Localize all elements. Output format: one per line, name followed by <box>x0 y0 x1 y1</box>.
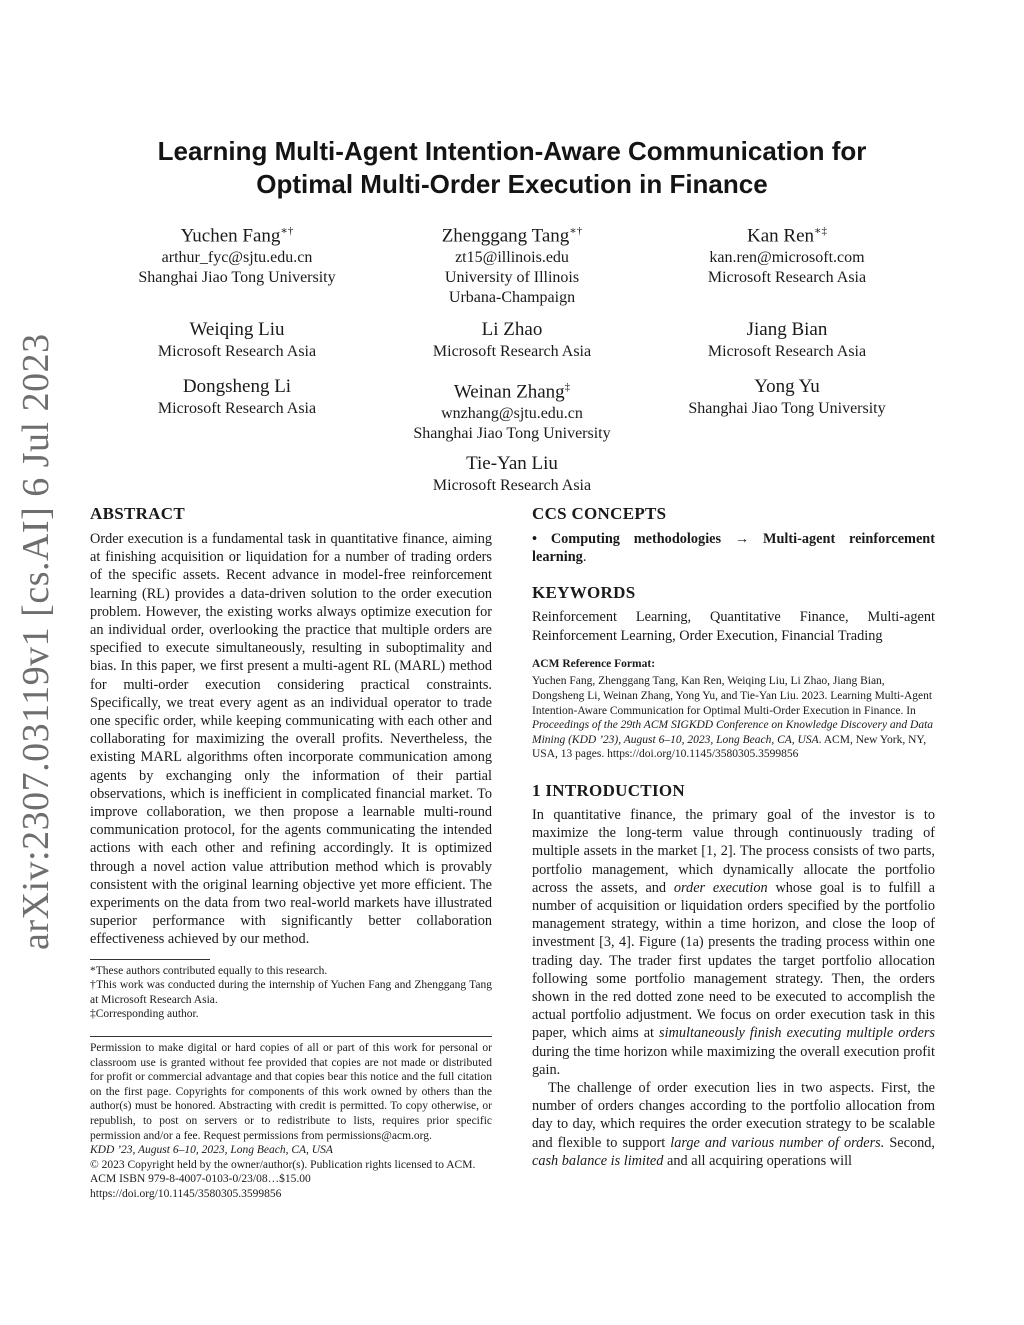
author-affiliation: Microsoft Research Asia <box>707 269 867 287</box>
reference-text <box>532 674 935 762</box>
author-block <box>87 375 387 419</box>
intro-p2-emphasis-1: large and various number of orders. <box>670 1134 885 1151</box>
author-name: Jiang Bian <box>746 319 828 340</box>
author-name: Dongsheng Li <box>182 376 292 397</box>
abstract-heading: ABSTRACT <box>90 504 185 523</box>
conference-venue: KDD ’23, August 6–10, 2023, Long Beach, CA, USA <box>90 1144 333 1157</box>
author-name: Tie-Yan Liu <box>466 453 558 474</box>
permission-divider <box>90 1036 492 1037</box>
author-name: Li Zhao <box>481 319 543 340</box>
reference-proceedings: Proceedings of the 29th ACM SIGKDD Conference on Knowledge Discovery and Data Mining (KDD ’23), August 6–10, 2023, Long Beach, CA, USA <box>532 719 934 746</box>
footnote-divider <box>90 959 210 960</box>
author-affiliation: Microsoft Research Asia <box>432 343 592 360</box>
author-name: Yuchen Fang <box>180 225 281 247</box>
intro-p1-text-a: In quantitative finance, the primary goal of the investor is to maximize the long-term value through continuously trading of multiple assets in the market [1, 2]. The process consists of two parts, portfolio management, which dynamically allocate the portfolio across the assets, and <box>532 806 935 896</box>
intro-paragraph-1 <box>532 806 935 1079</box>
intro-p1-emphasis-1: order execution <box>673 879 768 896</box>
abstract-text: Order execution is a fundamental task in quantitative finance, aiming at finishing acquisition or liquidation for a number of trading orders of the specific assets. Recent advance in model-free reinforcement learning (RL) provides a data-driven solution to the order execution problem. However, the existing works always optimize execution for an individual order, overlooking the practice that multiple orders are specified to execute simultaneously, resulting in suboptimality and bias. In this paper, we first present a multi-agent RL (MARL) method for multi-order execution considering practical constraints. Specifically, we treat every agent as an individual operator to trade one specific order, while keeping communicating with each other and collaborating for maximizing the overall profits. Nevertheless, the existing MARL algorithms often incorporate communication among agents by exchanging only the information of their partial observations, which is inefficient in complicated financial market. To improve collaboration, we then propose a learnable multi-round communication protocol, for the agents communicating the intended actions with each other and refining accordingly. It is optimized through a novel action value attribution method which is provably consistent with the original learning objective yet more efficient. The experiments on the data from two real-world markets have illustrated superior performance with significantly better collaboration effectiveness achieved by our method. <box>90 531 492 948</box>
author-affiliation: Microsoft Research Asia <box>157 343 317 360</box>
title-line-1: Learning Multi-Agent Intention-Aware Communication for <box>157 136 867 166</box>
author-name: Kan Ren <box>747 225 815 247</box>
ccs-concept <box>532 530 935 566</box>
keywords-text: Reinforcement Learning, Quantitative Finance, Multi-agent Reinforcement Learning, Order Execution, Financial Trading <box>532 609 935 644</box>
author-affiliation: University of Illinois <box>444 269 580 287</box>
author-name: Weinan Zhang <box>453 381 565 403</box>
ccs-text: Computing methodologies → Multi-agent reinforcement learning <box>532 531 936 566</box>
author-mark: ∗† <box>569 225 583 237</box>
author-email: arthur_fyc@sjtu.edu.cn <box>161 249 313 267</box>
reference-heading: ACM Reference Format: <box>532 657 656 670</box>
arxiv-identifier: arXiv:2307.03119v1 [cs.AI] 6 Jul 2023 <box>15 333 57 950</box>
intro-p2-text-a: The challenge of order execution lies in two aspects. First, the number of orders changes according to the portfolio allocation from day to day, which requires the order execution strategy to be scalable and flexible to support <box>532 1080 935 1151</box>
paper-title <box>90 135 934 201</box>
footnote-internship: †This work was conducted during the internship of Yuchen Fang and Zhenggang Tang at Microsoft Research Asia. <box>90 979 492 1006</box>
author-block <box>362 219 662 308</box>
author-block <box>362 375 662 444</box>
author-block <box>87 318 387 362</box>
intro-p1-text-b: whose goal is to fulfill a number of acquisition or liquidation orders specified by the portfolio management strategy, within a time horizon, and close the loop of investment [3, 4]. Figure (1a) presents the trading process within one trading day. The trader first updates the target portfolio allocation following some portfolio management strategy. Then, the orders shown in the red dotted zone need to be executed to accomplish the actual portfolio adjustment. We focus on order execution task in this paper, which aims at <box>532 879 936 1042</box>
left-column <box>90 503 492 1202</box>
author-mark: ∗† <box>280 225 294 237</box>
author-email: kan.ren@microsoft.com <box>709 249 865 267</box>
copyright-line: © 2023 Copyright held by the owner/author(s). Publication rights licensed to ACM. <box>90 1158 476 1171</box>
intro-p2-text-b: Second, <box>889 1134 935 1151</box>
author-mark: ‡ <box>564 381 571 393</box>
author-affiliation: Shanghai Jiao Tong University <box>138 269 336 287</box>
intro-p2-emphasis-2: cash balance is limited <box>532 1152 664 1169</box>
author-name: Zhenggang Tang <box>441 225 570 247</box>
footnote-equal-contribution: *These authors contributed equally to this research. <box>90 964 328 977</box>
author-block <box>362 452 662 496</box>
keywords-heading: KEYWORDS <box>532 583 636 603</box>
author-name: Yong Yu <box>754 376 820 397</box>
reference-tail: . ACM, New York, NY, USA, 13 pages. https://doi.org/10.1145/3580305.3599856 <box>532 733 927 761</box>
author-mark: ∗‡ <box>814 225 827 237</box>
footnote-corresponding: ‡Corresponding author. <box>90 1008 199 1021</box>
author-email: zt15@illinois.edu <box>455 249 569 267</box>
author-block <box>637 375 937 419</box>
author-affiliation: Shanghai Jiao Tong University <box>688 400 886 417</box>
title-line-2: Optimal Multi-Order Execution in Finance <box>256 169 768 199</box>
introduction-heading: 1 INTRODUCTION <box>532 780 685 800</box>
permission-notice: Permission to make digital or hard copies of all or part of this work for personal or classroom use is granted without fee provided that copies are not made or distributed for profit or commercial advantage and that copies bear this notice and the full citation on the first page. Copyrights for components of this work owned by others than the author(s) must be honored. Abstracting with credit is permitted. To copy otherwise, or republish, to post on servers or to redistribute to lists, requires prior specific permission and/or a fee. Request permissions from permissions@acm.org. <box>90 1042 492 1142</box>
intro-p1-text-c: during the time horizon while maximizing the overall execution profit gain. <box>532 1043 935 1078</box>
author-affiliation: Microsoft Research Asia <box>432 477 592 494</box>
author-affiliation: Microsoft Research Asia <box>707 343 867 360</box>
author-name: Weiqing Liu <box>189 319 285 340</box>
ccs-bullet: • <box>532 531 538 547</box>
author-affiliation-line-2: Urbana-Champaign <box>448 289 576 307</box>
author-block <box>637 318 937 362</box>
intro-p2-text-c: and all acquiring operations will <box>667 1152 853 1169</box>
reference-authors: Yuchen Fang, Zhenggang Tang, Kan Ren, Weiqing Liu, Li Zhao, Jiang Bian, Dongsheng Li, Weinan Zhang, Yong Yu, and Tie-Yan Liu. 2023. Learning Multi-Agent Intention-Aware Communication for Optimal Multi-Order Execution in Finance. In <box>532 675 933 717</box>
author-block <box>362 318 662 362</box>
ccs-heading: CCS CONCEPTS <box>532 504 667 523</box>
author-affiliation: Microsoft Research Asia <box>157 400 317 417</box>
author-email: wnzhang@sjtu.edu.cn <box>441 405 583 423</box>
author-block <box>87 219 387 288</box>
intro-p1-emphasis-2: simultaneously finish executing multiple orders <box>659 1025 935 1042</box>
ccs-period: . <box>582 549 587 566</box>
intro-paragraph-2 <box>532 1079 935 1170</box>
author-block <box>637 219 937 288</box>
isbn-line: ACM ISBN 979-8-4007-0103-0/23/08…$15.00 <box>90 1173 311 1186</box>
author-affiliation: Shanghai Jiao Tong University <box>413 425 611 443</box>
right-column <box>532 503 935 1170</box>
doi-link[interactable]: https://doi.org/10.1145/3580305.3599856 <box>90 1187 282 1200</box>
